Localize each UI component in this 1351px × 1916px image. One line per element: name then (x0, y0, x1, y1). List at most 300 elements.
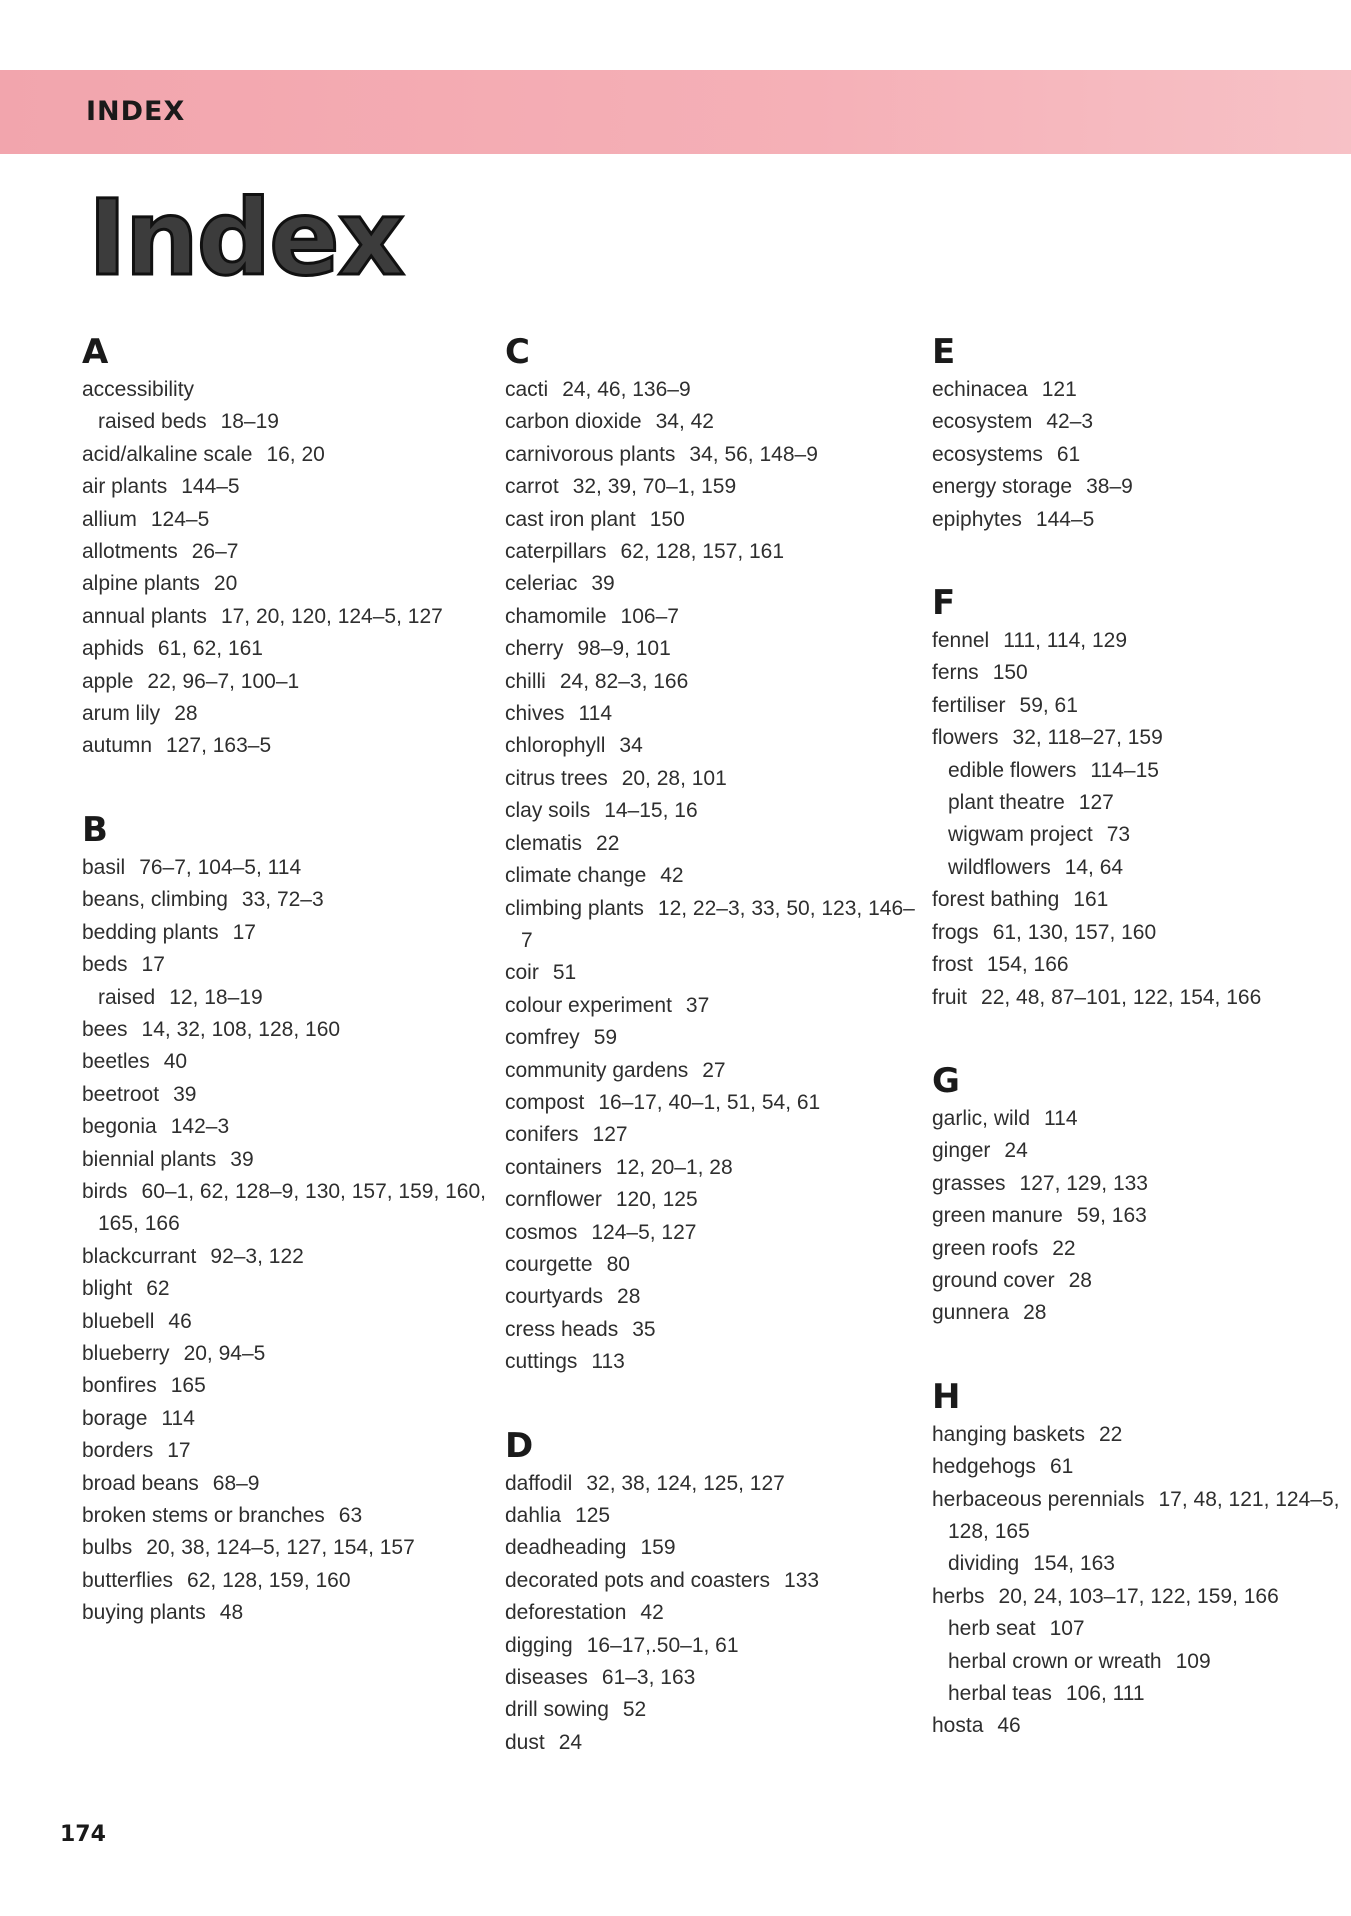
entry-term: cacti (505, 378, 549, 401)
section-letter: E (932, 332, 956, 372)
index-entry (505, 730, 925, 762)
index-entry (932, 982, 1351, 1014)
entry-pages: 26–7 (191, 540, 239, 564)
entry-pages: 62, 128, 159, 160 (187, 1568, 351, 1592)
entry-term: carrot (505, 475, 559, 499)
index-entry (505, 568, 925, 600)
entry-pages: 42 (660, 864, 684, 888)
index-entry (505, 1281, 925, 1313)
entry-pages: 17, 20, 120, 124–5, 127 (220, 604, 443, 628)
entry-pages: 62, 128, 157, 161 (620, 540, 785, 564)
entry-term: diseases (505, 1666, 588, 1690)
entry-pages: 20, 24, 103–17, 122, 159, 166 (998, 1584, 1279, 1608)
entry-pages: 51 (552, 961, 577, 985)
entry-term: flowers (932, 726, 999, 750)
index-entry (82, 1338, 502, 1370)
index-entry (932, 1484, 1351, 1549)
entry-pages: 39 (173, 1082, 197, 1106)
entry-pages: 24, 46, 136–9 (562, 378, 691, 401)
index-entry (82, 1046, 502, 1078)
entry-pages: 38–9 (1086, 475, 1133, 499)
entry-pages: 63 (338, 1504, 363, 1527)
entry-term: bees (82, 1017, 128, 1041)
entry-term: edible flowers (948, 758, 1077, 782)
entry-term: climate change (505, 864, 647, 888)
entry-pages: 127 (592, 1123, 628, 1147)
entry-term: raised beds (98, 410, 207, 434)
index-entry (82, 1370, 502, 1402)
entry-pages: 124–5 (150, 507, 210, 531)
index-subentry (82, 982, 502, 1014)
index-entry (505, 1087, 925, 1119)
entry-term: hedgehogs (932, 1455, 1036, 1479)
entry-pages: 127 (1078, 791, 1114, 815)
index-entry (82, 1597, 502, 1629)
entry-term: chamomile (505, 604, 607, 628)
entry-term: hanging baskets (932, 1422, 1085, 1446)
index-entry (932, 1103, 1351, 1135)
entry-term: borage (82, 1406, 148, 1430)
entry-term: fertiliser (932, 693, 1006, 717)
entry-pages: 73 (1106, 823, 1131, 847)
entry-term: birds (82, 1179, 128, 1203)
entry-pages: 114 (161, 1406, 195, 1430)
index-entry (82, 666, 502, 698)
index-section-f (932, 581, 1351, 1014)
entry-term: ecosystem (932, 410, 1033, 434)
entry-term: begonia (82, 1115, 157, 1139)
entry-pages: 127, 129, 133 (1019, 1171, 1148, 1195)
entry-term: broad beans (82, 1471, 199, 1495)
index-entry (932, 1233, 1351, 1265)
entry-term: aphids (82, 637, 144, 661)
index-entry (505, 1630, 925, 1662)
entry-term: carnivorous plants (505, 442, 676, 466)
entry-term: courgette (505, 1252, 593, 1276)
entry-term: beans, climbing (82, 888, 228, 912)
entry-pages: 16–17,.50–1, 61 (586, 1633, 739, 1657)
entry-term: decorated pots and coasters (505, 1568, 771, 1592)
entry-term: acid/alkaline scale (82, 442, 253, 466)
entry-pages: 150 (992, 661, 1028, 685)
index-entry (505, 1184, 925, 1216)
index-subentry (82, 406, 502, 438)
index-entry (505, 633, 925, 665)
entry-term: plant theatre (948, 791, 1065, 815)
entry-term: borders (82, 1439, 154, 1463)
entry-term: annual plants (82, 604, 207, 628)
entry-term: coir (505, 961, 539, 985)
index-entry (932, 1200, 1351, 1232)
index-entry (932, 1297, 1351, 1329)
entry-term: containers (505, 1155, 602, 1179)
index-entry (505, 374, 925, 406)
entry-pages: 109 (1175, 1649, 1211, 1673)
index-entry (82, 1079, 502, 1111)
entry-term: frogs (932, 920, 979, 944)
index-entry (505, 471, 925, 503)
section-letter: B (82, 809, 108, 850)
entry-term: dividing (948, 1552, 1020, 1576)
entry-term: cornflower (505, 1188, 602, 1212)
index-entry (82, 471, 502, 503)
entry-pages: 32, 118–27, 159 (1012, 726, 1163, 750)
entry-pages: 106, 111 (1065, 1682, 1145, 1705)
index-entry (82, 633, 502, 665)
entry-term: cast iron plant (505, 507, 636, 531)
entry-term: deadheading (505, 1536, 627, 1560)
entry-pages: 144–5 (1035, 507, 1095, 531)
entry-pages: 20 (213, 572, 238, 596)
entry-term: ferns (932, 661, 979, 685)
index-entry (505, 406, 925, 438)
entry-pages: 127, 163–5 (166, 734, 272, 758)
index-subentry (932, 1646, 1351, 1678)
header-title: INDEX (86, 96, 186, 127)
index-section-g (932, 1059, 1351, 1330)
index-column-3 (932, 330, 1351, 1788)
entry-pages: 133 (784, 1568, 820, 1592)
page-number: 174 (60, 1822, 106, 1847)
entry-term: blackcurrant (82, 1244, 197, 1268)
index-entry (505, 893, 925, 958)
section-letter: A (82, 332, 109, 372)
index-section-c (505, 330, 925, 1379)
index-entry (82, 1241, 502, 1273)
index-entry (505, 1468, 925, 1500)
entry-pages: 37 (685, 993, 710, 1017)
entry-term: cress heads (505, 1317, 619, 1341)
index-entry (82, 1565, 502, 1597)
entry-pages: 28 (617, 1285, 641, 1309)
entry-term: citrus trees (505, 766, 608, 790)
entry-pages: 61–3, 163 (601, 1666, 696, 1690)
index-entry (505, 1346, 925, 1378)
entry-term: hosta (932, 1714, 984, 1738)
entry-term: allium (82, 507, 137, 531)
index-entry (505, 504, 925, 536)
entry-term: green roofs (932, 1236, 1039, 1260)
entry-pages: 111, 114, 129 (1003, 629, 1127, 653)
index-section-h (932, 1375, 1351, 1743)
entry-pages: 34, 56, 148–9 (689, 442, 818, 466)
index-entry (932, 471, 1351, 503)
index-entry (932, 406, 1351, 438)
entry-term: cuttings (505, 1350, 578, 1374)
entry-term: chives (505, 702, 565, 726)
entry-pages: 113 (591, 1350, 625, 1374)
entry-term: bonfires (82, 1374, 157, 1398)
index-entry (82, 917, 502, 949)
entry-pages: 121 (1041, 378, 1077, 401)
entry-pages: 52 (622, 1698, 647, 1722)
entry-pages: 17 (141, 953, 165, 977)
index-entry (505, 1217, 925, 1249)
entry-term: raised (98, 985, 156, 1009)
entry-pages: 40 (163, 1050, 188, 1074)
index-entry (932, 722, 1351, 754)
entry-pages: 61, 130, 157, 160 (992, 920, 1157, 944)
entry-pages: 144–5 (181, 475, 240, 499)
entry-pages: 98–9, 101 (577, 637, 671, 661)
entry-term: fennel (932, 629, 990, 653)
index-entry (932, 917, 1351, 949)
index-entry (932, 1168, 1351, 1200)
index-entry (505, 1314, 925, 1346)
entry-term: allotments (82, 540, 178, 564)
header-banner (0, 70, 1351, 154)
entry-term: ginger (932, 1139, 991, 1163)
index-entry (505, 1694, 925, 1726)
entry-pages: 154, 163 (1033, 1552, 1115, 1576)
entry-pages: 20, 94–5 (183, 1341, 266, 1365)
entry-pages: 22 (1052, 1236, 1076, 1260)
entry-term: compost (505, 1090, 585, 1114)
entry-pages: 142–3 (170, 1115, 230, 1139)
entry-term: cosmos (505, 1220, 578, 1244)
index-entry (82, 536, 502, 568)
index-entry (932, 884, 1351, 916)
entry-term: daffodil (505, 1471, 573, 1495)
entry-pages: 28 (1023, 1301, 1047, 1325)
entry-pages: 32, 39, 70–1, 159 (572, 475, 737, 499)
entry-pages: 114–15 (1090, 758, 1159, 782)
entry-pages: 24, 82–3, 166 (559, 669, 689, 693)
entry-pages: 17, 48, 121, 124–5, 128, 165 (948, 1487, 1340, 1543)
entry-pages: 61, 62, 161 (157, 637, 263, 661)
entry-pages: 59, 163 (1076, 1204, 1147, 1228)
index-subentry (932, 755, 1351, 787)
entry-pages: 59 (593, 1026, 618, 1050)
entry-pages: 150 (649, 507, 685, 531)
index-entry (505, 698, 925, 730)
entry-pages: 120, 125 (615, 1188, 698, 1212)
section-letter: F (932, 583, 956, 624)
entry-pages: 60–1, 62, 128–9, 130, 157, 159, 160, 165, 166 (98, 1179, 487, 1236)
index-subentry (932, 1548, 1351, 1580)
index-entry (932, 1710, 1351, 1742)
entry-term: biennial plants (82, 1147, 217, 1171)
entry-pages: 22, 48, 87–101, 122, 154, 166 (981, 985, 1262, 1009)
entry-term: cherry (505, 637, 564, 661)
entry-pages: 59, 61 (1019, 693, 1078, 717)
index-entry (82, 1273, 502, 1305)
entry-pages: 42 (640, 1601, 664, 1625)
entry-pages: 24 (1004, 1139, 1028, 1163)
entry-pages: 154, 166 (986, 953, 1069, 977)
entry-term: courtyards (505, 1285, 604, 1309)
entry-term: dust (505, 1730, 545, 1754)
index-column-1 (82, 330, 502, 1675)
index-entry (505, 990, 925, 1022)
entry-term: bedding plants (82, 920, 219, 944)
entry-term: alpine plants (82, 572, 200, 596)
index-entry (82, 1306, 502, 1338)
entry-term: climbing plants (505, 896, 644, 920)
index-entry (932, 1419, 1351, 1451)
index-entry (932, 625, 1351, 657)
entry-pages: 107 (1049, 1617, 1085, 1641)
entry-term: autumn (82, 734, 153, 758)
entry-pages: 16–17, 40–1, 51, 54, 61 (598, 1090, 821, 1114)
index-entry (82, 1176, 502, 1241)
entry-term: wigwam project (948, 823, 1093, 847)
entry-term: epiphytes (932, 507, 1022, 531)
entry-term: conifers (505, 1123, 579, 1147)
section-letter: C (505, 332, 530, 372)
entry-term: blueberry (82, 1341, 170, 1365)
index-section-b (82, 808, 502, 1630)
entry-term: basil (82, 855, 126, 879)
entry-pages: 14–15, 16 (604, 799, 698, 823)
entry-term: bluebell (82, 1309, 155, 1333)
index-entry (82, 730, 502, 762)
entry-term: blight (82, 1277, 133, 1301)
entry-pages: 12, 22–3, 33, 50, 123, 146–7 (521, 896, 915, 952)
index-entry (932, 1135, 1351, 1167)
entry-term: grasses (932, 1171, 1006, 1195)
index-entry (82, 852, 502, 884)
entry-pages: 46 (997, 1714, 1021, 1738)
index-entry (505, 1152, 925, 1184)
index-entry (82, 1144, 502, 1176)
entry-term: ecosystems (932, 442, 1043, 466)
index-entry (82, 439, 502, 471)
entry-term: gunnera (932, 1301, 1010, 1325)
index-entry (932, 657, 1351, 689)
index-entry (505, 1022, 925, 1054)
entry-pages: 17 (167, 1439, 191, 1463)
entry-pages: 159 (640, 1536, 676, 1560)
index-entry (505, 1249, 925, 1281)
index-entry (505, 439, 925, 471)
entry-pages: 106–7 (620, 604, 679, 628)
entry-pages: 114 (1044, 1106, 1078, 1130)
entry-pages: 76–7, 104–5, 114 (139, 855, 302, 879)
entry-term: accessibility (82, 378, 195, 401)
entry-term: wildflowers (948, 855, 1051, 879)
entry-term: beetles (82, 1050, 150, 1074)
index-entry (505, 795, 925, 827)
entry-pages: 20, 28, 101 (621, 766, 727, 790)
entry-term: broken stems or branches (82, 1504, 325, 1527)
entry-pages: 14, 64 (1064, 855, 1124, 879)
index-entry (505, 1662, 925, 1694)
entry-term: butterflies (82, 1568, 174, 1592)
index-entry (505, 1597, 925, 1629)
index-entry (505, 601, 925, 633)
entry-pages: 62 (146, 1277, 170, 1301)
entry-pages: 68–9 (212, 1471, 260, 1495)
entry-pages: 33, 72–3 (241, 888, 324, 912)
index-entry (932, 439, 1351, 471)
entry-pages: 61 (1049, 1455, 1074, 1479)
index-entry (505, 828, 925, 860)
index-entry (932, 690, 1351, 722)
entry-term: herb seat (948, 1617, 1036, 1641)
index-entry (932, 374, 1351, 406)
entry-term: echinacea (932, 378, 1028, 401)
entry-term: colour experiment (505, 993, 672, 1017)
entry-term: caterpillars (505, 540, 607, 564)
index-entry (505, 957, 925, 989)
index-subentry (932, 1613, 1351, 1645)
entry-pages: 39 (230, 1147, 254, 1171)
entry-term: clay soils (505, 799, 591, 823)
entry-pages: 161 (1073, 888, 1109, 912)
entry-pages: 124–5, 127 (591, 1220, 697, 1244)
entry-pages: 34 (619, 734, 643, 758)
entry-pages: 28 (174, 702, 198, 726)
index-entry (505, 1119, 925, 1151)
entry-term: frost (932, 953, 973, 977)
entry-pages: 46 (168, 1309, 192, 1333)
page-title: Index (88, 177, 403, 299)
index-entry (82, 1111, 502, 1143)
entry-pages: 34, 42 (655, 410, 714, 434)
index-entry (505, 1055, 925, 1087)
entry-pages: 12, 20–1, 28 (615, 1155, 733, 1179)
entry-term: buying plants (82, 1601, 206, 1625)
index-entry (82, 884, 502, 916)
index-entry (82, 1403, 502, 1435)
entry-term: herbal crown or wreath (948, 1649, 1162, 1673)
entry-term: community gardens (505, 1058, 689, 1082)
index-subentry (932, 787, 1351, 819)
entry-term: deforestation (505, 1601, 627, 1625)
entry-term: herbaceous perennials (932, 1487, 1145, 1511)
index-section-d (505, 1424, 925, 1760)
index-entry (82, 698, 502, 730)
index-entry (932, 1581, 1351, 1613)
section-letter: D (505, 1425, 534, 1466)
index-entry (932, 949, 1351, 981)
entry-pages: 14, 32, 108, 128, 160 (141, 1017, 341, 1041)
entry-pages: 61 (1056, 442, 1081, 466)
index-entry (505, 666, 925, 698)
section-letter: G (932, 1060, 960, 1101)
index-entry (82, 504, 502, 536)
entry-term: chlorophyll (505, 734, 606, 758)
index-entry (932, 504, 1351, 536)
entry-pages: 125 (575, 1504, 611, 1527)
index-entry (82, 374, 502, 406)
index-entry (82, 949, 502, 981)
entry-term: forest bathing (932, 888, 1060, 912)
index-section-e (932, 330, 1351, 536)
index-entry (82, 1014, 502, 1046)
index-subentry (932, 852, 1351, 884)
entry-pages: 17 (232, 920, 256, 944)
entry-pages: 39 (591, 572, 615, 596)
entry-term: clematis (505, 831, 583, 855)
entry-pages: 22, 96–7, 100–1 (147, 669, 300, 693)
entry-pages: 42–3 (1046, 410, 1094, 434)
entry-term: digging (505, 1633, 573, 1657)
index-entry (82, 1468, 502, 1500)
index-section-a (82, 330, 502, 763)
entry-pages: 92–3, 122 (210, 1244, 304, 1268)
index-entry (505, 763, 925, 795)
entry-term: beds (82, 953, 128, 977)
entry-term: celeriac (505, 572, 578, 596)
index-entry (82, 1500, 502, 1532)
entry-term: herbs (932, 1584, 985, 1608)
entry-pages: 20, 38, 124–5, 127, 154, 157 (146, 1536, 415, 1560)
entry-term: chilli (505, 669, 546, 693)
entry-pages: 48 (219, 1601, 244, 1625)
entry-term: carbon dioxide (505, 410, 642, 434)
